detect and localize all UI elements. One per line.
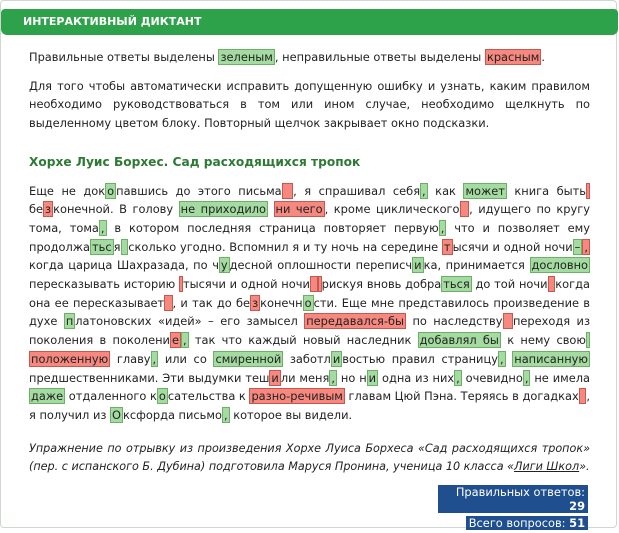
answer-incorrect[interactable] (164, 295, 172, 311)
panel-title: ИНТЕРАКТИВНЫЙ ДИКТАНТ (23, 15, 202, 28)
answer-incorrect[interactable] (460, 201, 470, 217)
legend-red: красным (486, 50, 540, 64)
story-text-fragment: но н (336, 370, 367, 385)
story-text-fragment: тома (61, 220, 99, 235)
answer-incorrect[interactable] (282, 183, 294, 199)
story-text-fragment: , кроме циклического (324, 202, 460, 217)
answer-incorrect[interactable]: , (584, 239, 588, 254)
answer-correct[interactable]: дословно (531, 258, 588, 273)
story-text-fragment: сколько угодно. Вспомнил я и ту ночь на середине (128, 239, 442, 254)
story-text-fragment: сти. Еще мне представилось произведение в духе (29, 295, 591, 329)
story-text-fragment: как (427, 183, 464, 198)
story-text (29, 182, 590, 425)
story-text-fragment: Еще не док (29, 183, 106, 198)
answer-correct[interactable]: и (332, 351, 341, 366)
answer-correct[interactable]: и (414, 258, 422, 273)
answer-incorrect[interactable] (310, 276, 318, 292)
correct-answers-count: Правильных ответов: 29 (438, 485, 588, 513)
story-text-fragment: не имела (530, 370, 590, 385)
answer-correct[interactable]: , (152, 351, 157, 366)
story-text-fragment: главу (110, 351, 151, 366)
answer-correct[interactable]: , (100, 220, 105, 235)
answer-correct[interactable]: , (499, 351, 504, 366)
answer-incorrect[interactable]: т (443, 239, 451, 254)
story-text-fragment: пересказывать историю (29, 277, 179, 292)
story-text-fragment: бе (29, 202, 44, 217)
answer-correct[interactable]: добавлял бы (419, 333, 499, 348)
story-text-fragment: до той ночи (471, 277, 548, 292)
story-text-fragment: которое вы видели. (229, 407, 353, 422)
story-text-fragment: когда она ее пересказывает (29, 277, 590, 310)
legend-green: зеленым (220, 50, 273, 64)
story-text-fragment: предшественниками. Эти выдумки теш (29, 370, 270, 385)
total-questions-count: Всего вопросов: 51 (466, 516, 588, 530)
answer-correct[interactable]: может (465, 183, 505, 198)
score-box (438, 485, 588, 533)
story-text-fragment: главам Цюй Пэна. Теряясь в догадках (344, 389, 579, 404)
story-text-fragment: переходя из поколения в поколени (29, 314, 591, 348)
answer-incorrect[interactable]: з (252, 295, 259, 310)
answer-incorrect[interactable]: з (45, 202, 52, 217)
answer-correct[interactable]: написанную (514, 351, 588, 366)
answer-correct[interactable]: тьс (92, 239, 112, 254)
story-text-fragment: отдаленного к (65, 389, 157, 404)
story-text-fragment: к нему свою (500, 333, 586, 348)
answer-incorrect[interactable]: положенную (31, 351, 109, 366)
story-text-fragment: когда царица Шахразада, по ч (29, 258, 219, 273)
answer-incorrect[interactable] (586, 183, 590, 199)
story-text-fragment: конечн (260, 295, 303, 310)
story-text-fragment: конечной. В голову (53, 202, 179, 217)
answer-correct[interactable]: , (524, 370, 529, 385)
answer-correct[interactable] (586, 332, 590, 348)
answer-incorrect[interactable]: разно-речивым (251, 389, 343, 404)
story-text-fragment: ка, принимается (423, 258, 530, 273)
answer-incorrect[interactable] (503, 313, 513, 329)
answer-correct[interactable]: , (456, 370, 460, 385)
story-text-fragment: очевидно (461, 370, 523, 385)
story-text-fragment: или со (158, 351, 214, 366)
story-text-fragment: латоновских «идей» – его замысел (75, 314, 305, 329)
story-text-fragment: одна из них (378, 370, 455, 385)
story-text-fragment: тысячи и одной ночи (182, 277, 310, 292)
answer-correct[interactable]: и (368, 370, 377, 385)
answer-incorrect[interactable]: ни чего (275, 202, 323, 217)
story-text-fragment: по наследству (406, 314, 503, 329)
story-text-fragment: ксфорда письмо (123, 407, 222, 422)
answer-correct[interactable]: о (107, 183, 115, 198)
story-text-fragment: я (113, 239, 121, 254)
story-text-fragment: востью правил страницу (342, 351, 498, 366)
story-text-fragment: в котором последняя страница повторяет первую (106, 220, 439, 235)
answer-correct[interactable]: не приходило (180, 202, 266, 217)
answer-incorrect[interactable]: е (171, 333, 179, 348)
story-text-fragment: ысячи и одной ночи (452, 239, 573, 254)
story-text-fragment: рискуя вновь добра (321, 277, 442, 292)
dictation-content (29, 45, 590, 477)
story-text-fragment: , и так до бе (172, 295, 251, 310)
answer-correct[interactable]: о (304, 295, 312, 310)
story-text-fragment: десной оплошности переписч (229, 258, 413, 273)
answer-correct[interactable]: ться (443, 277, 470, 292)
answer-correct[interactable]: даже (31, 389, 64, 404)
answer-correct[interactable]: п (65, 314, 74, 329)
story-text-fragment: , идущего по кругу тома, (29, 202, 590, 235)
answer-correct[interactable]: смиренной (215, 351, 282, 366)
story-text-fragment (268, 202, 274, 216)
answer-correct[interactable]: О (112, 407, 121, 422)
story-text-fragment: книга быть (506, 183, 586, 198)
answer-correct[interactable]: – (574, 239, 581, 254)
story-text-fragment: что и позволяет ему продолжа (29, 220, 590, 254)
answer-incorrect[interactable]: и (271, 370, 279, 385)
answer-incorrect[interactable]: передавался-бы (306, 314, 404, 329)
story-text-fragment: , я спрашивал себя (293, 183, 421, 198)
instructions-paragraph: Для того чтобы автоматически исправить допущенную ошибку и узнать, каким правилом необходимо руководствоваться в том или ином случае, необходимо щелкнуть по выделенному цветом блоку. Повторный щелчок закрывает окно подсказки. (29, 78, 590, 131)
answer-correct[interactable]: , (331, 370, 335, 385)
panel-header (1, 9, 618, 35)
answer-correct[interactable]: , (440, 220, 445, 235)
story-text-fragment: заботл (283, 351, 331, 366)
answer-correct[interactable]: , (422, 183, 426, 198)
story-text-fragment: сательства к (167, 389, 250, 404)
answer-correct[interactable]: у (220, 258, 228, 273)
story-text-fragment: павшись до этого письма (116, 183, 282, 198)
answer-correct[interactable]: , (223, 407, 228, 422)
story-text-fragment: , я получил из (29, 389, 591, 422)
story-text-fragment: ли меня (280, 370, 330, 385)
answer-correct[interactable]: о (158, 389, 166, 404)
league-link[interactable]: Лиги Школ (514, 460, 580, 474)
exercise-credit: Упражнение по отрывку из произведения Хорхе Луиса Борхеса «Сад расходящихся тропок» (пер. с испанского Б. Дубина) подготовила Маруся Пронина, ученица 10 класса «Лиги Школ». (29, 441, 590, 474)
legend-paragraph: Правильные ответы выделены зеленым , неправильные ответы выделены красным . (29, 50, 545, 64)
story-title: Хорхе Луис Борхес. Сад расходящихся тропок (29, 154, 361, 169)
answer-correct[interactable]: , (182, 333, 187, 348)
story-text-fragment: так что каждый новый наследник (188, 333, 418, 348)
